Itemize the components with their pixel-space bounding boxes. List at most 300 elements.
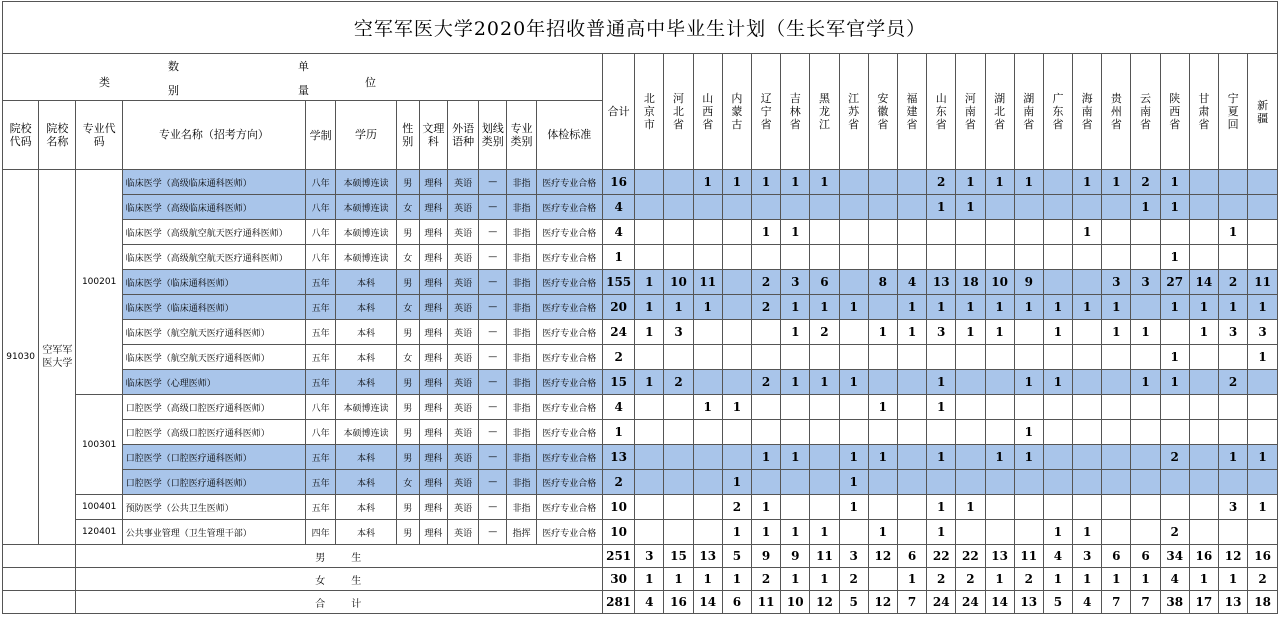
duration-cell: 五年 [306,345,336,370]
row-total-cell: 2 [603,345,635,370]
province-count-cell [664,420,693,445]
summary-province-cell: 10 [781,591,810,614]
summary-province-cell [868,568,897,591]
language-cell: 英语 [448,520,479,545]
province-count-cell: 1 [1160,295,1189,320]
province-count-cell [868,295,897,320]
province-count-cell: 1 [956,195,985,220]
summary-province-cell: 15 [664,545,693,568]
province-count-cell: 1 [1160,345,1189,370]
province-count-cell [810,220,839,245]
province-header: 陕西省 [1160,54,1189,170]
table-row [3,320,1278,345]
province-count-cell: 11 [1248,270,1278,295]
province-count-cell [985,220,1014,245]
province-count-cell [1014,245,1043,270]
major-name-cell: 公共事业管理（卫生管理干部） [122,520,305,545]
summary-blank-cell [3,568,76,591]
province-count-cell: 27 [1160,270,1189,295]
degree-cell: 本硕博连读 [336,220,396,245]
major-type-cell: 指挥 [507,520,536,545]
province-count-cell [1248,170,1278,195]
summary-province-cell: 16 [1248,545,1278,568]
subject-cell: 理科 [419,270,447,295]
province-count-cell: 1 [927,495,956,520]
table-row [3,395,1278,420]
line-type-cell: — [479,320,507,345]
province-count-cell [897,170,926,195]
degree-cell: 本科 [336,470,396,495]
major-type-cell: 非指 [507,445,536,470]
province-count-cell: 1 [781,520,810,545]
summary-province-cell: 1 [1073,568,1102,591]
language-header: 外语语种 [448,101,479,170]
province-count-cell: 1 [781,320,810,345]
province-count-cell: 1 [1160,170,1189,195]
summary-province-cell: 1 [693,568,722,591]
language-cell: 英语 [448,420,479,445]
province-count-cell [985,345,1014,370]
summary-province-cell: 1 [722,568,751,591]
gender-cell: 男 [396,420,419,445]
physical-standard-cell: 医疗专业合格 [536,320,602,345]
summary-province-cell: 14 [693,591,722,614]
province-count-cell: 1 [897,320,926,345]
province-count-cell [1014,495,1043,520]
province-count-cell [985,470,1014,495]
province-count-cell: 1 [752,170,781,195]
province-count-cell [693,420,722,445]
province-count-cell [897,470,926,495]
summary-total-cell: 281 [603,591,635,614]
duration-cell: 五年 [306,470,336,495]
summary-province-cell: 5 [839,591,868,614]
physical-standard-cell: 医疗专业合格 [536,270,602,295]
province-count-cell [1160,470,1189,495]
province-count-cell [1131,520,1160,545]
summary-province-cell: 1 [1219,568,1248,591]
summary-province-cell: 1 [1189,568,1218,591]
physical-standard-cell: 医疗专业合格 [536,445,602,470]
subject-cell: 理科 [419,295,447,320]
degree-cell: 本科 [336,295,396,320]
province-count-cell [1073,370,1102,395]
summary-province-cell: 3 [1073,545,1102,568]
province-count-cell [635,520,664,545]
school-code-cell: 91030 [3,170,39,545]
province-header: 山东省 [927,54,956,170]
language-cell: 英语 [448,495,479,520]
province-count-cell [1219,245,1248,270]
major-type-cell: 非指 [507,245,536,270]
province-count-cell: 1 [635,270,664,295]
gender-cell: 男 [396,395,419,420]
major-type-cell: 非指 [507,495,536,520]
province-count-cell [1189,420,1218,445]
province-count-cell [635,445,664,470]
major-name-cell: 临床医学（临床通科医师） [122,270,305,295]
summary-province-cell: 38 [1160,591,1189,614]
summary-province-cell: 1 [897,568,926,591]
gender-header: 性别 [396,101,419,170]
school-code-header: 院校代码 [3,101,39,170]
summary-label-cell: 男 生 [76,545,603,568]
province-count-cell [635,345,664,370]
province-count-cell [1014,470,1043,495]
province-count-cell [693,495,722,520]
province-count-cell: 1 [810,520,839,545]
duration-cell: 八年 [306,170,336,195]
province-count-cell [722,295,751,320]
degree-cell: 本硕博连读 [336,420,396,445]
province-count-cell: 1 [1043,295,1072,320]
row-total-cell: 10 [603,520,635,545]
province-count-cell [635,245,664,270]
major-type-cell: 非指 [507,320,536,345]
summary-province-cell: 11 [1014,545,1043,568]
row-total-cell: 16 [603,170,635,195]
province-count-cell [1073,495,1102,520]
province-count-cell [752,470,781,495]
province-count-cell [1102,220,1131,245]
summary-province-cell: 5 [1043,591,1072,614]
physical-standard-header: 体检标准 [536,101,602,170]
province-count-cell [1189,245,1218,270]
table-row [3,270,1278,295]
province-count-cell [839,320,868,345]
province-count-cell: 1 [1073,520,1102,545]
province-count-cell: 13 [927,270,956,295]
row-total-cell: 20 [603,295,635,320]
subject-cell: 理科 [419,470,447,495]
province-count-cell [897,220,926,245]
summary-province-cell: 1 [664,568,693,591]
degree-cell: 本科 [336,520,396,545]
province-count-cell [1014,320,1043,345]
province-header: 贵州省 [1102,54,1131,170]
province-count-cell [664,470,693,495]
major-code-header: 专业代码 [76,101,122,170]
province-count-cell: 1 [810,295,839,320]
degree-cell: 本硕博连读 [336,170,396,195]
category-quantity-unit-header [3,54,603,101]
summary-province-cell: 6 [1131,545,1160,568]
province-header: 安徽省 [868,54,897,170]
row-total-cell: 4 [603,395,635,420]
province-count-cell [839,220,868,245]
province-count-cell [1102,420,1131,445]
province-count-cell [985,245,1014,270]
province-count-cell: 1 [839,495,868,520]
province-count-cell: 1 [722,395,751,420]
province-count-cell [693,195,722,220]
row-total-cell: 155 [603,270,635,295]
table-row [3,345,1278,370]
province-count-cell [781,395,810,420]
physical-standard-cell: 医疗专业合格 [536,245,602,270]
province-count-cell: 1 [927,445,956,470]
row-total-cell: 24 [603,320,635,345]
province-count-cell [635,395,664,420]
summary-province-cell: 11 [810,545,839,568]
province-count-cell [1131,470,1160,495]
province-count-cell [635,470,664,495]
province-count-cell: 1 [1102,295,1131,320]
summary-province-cell: 1 [1043,568,1072,591]
province-count-cell [693,370,722,395]
summary-province-cell: 18 [1248,591,1278,614]
province-header: 湖北省 [985,54,1014,170]
language-cell: 英语 [448,170,479,195]
province-count-cell: 1 [722,170,751,195]
province-count-cell: 8 [868,270,897,295]
summary-province-cell: 2 [1248,568,1278,591]
province-count-cell: 1 [781,445,810,470]
province-count-cell [1014,345,1043,370]
province-count-cell [1014,395,1043,420]
province-count-cell [635,420,664,445]
language-cell: 英语 [448,195,479,220]
province-count-cell [1073,345,1102,370]
subject-cell: 理科 [419,445,447,470]
physical-standard-cell: 医疗专业合格 [536,395,602,420]
province-count-cell [693,345,722,370]
degree-cell: 本硕博连读 [336,395,396,420]
line-type-cell: — [479,270,507,295]
province-count-cell [693,445,722,470]
province-count-cell [664,195,693,220]
province-count-cell [956,395,985,420]
summary-province-cell: 3 [635,545,664,568]
duration-cell: 五年 [306,320,336,345]
province-count-cell [635,495,664,520]
language-cell: 英语 [448,395,479,420]
summary-province-cell: 2 [752,568,781,591]
language-cell: 英语 [448,345,479,370]
province-count-cell: 9 [1014,270,1043,295]
province-count-cell [1043,495,1072,520]
province-header: 河北省 [664,54,693,170]
summary-province-cell: 4 [1160,568,1189,591]
province-count-cell [752,420,781,445]
summary-province-cell: 7 [1131,591,1160,614]
summary-row [3,545,1278,568]
province-count-cell [927,220,956,245]
province-count-cell [722,420,751,445]
province-count-cell [897,495,926,520]
province-count-cell [810,420,839,445]
province-header: 新疆 [1248,54,1278,170]
province-count-cell [839,195,868,220]
province-count-cell: 1 [635,320,664,345]
summary-province-cell: 4 [1043,545,1072,568]
province-count-cell [1219,395,1248,420]
province-count-cell: 1 [752,445,781,470]
province-count-cell [693,320,722,345]
province-count-cell: 1 [985,445,1014,470]
total-header: 合计 [603,54,635,170]
summary-province-cell: 13 [1014,591,1043,614]
province-count-cell [839,345,868,370]
major-code-cell: 120401 [76,520,122,545]
summary-province-cell: 24 [956,591,985,614]
province-count-cell: 1 [956,495,985,520]
province-count-cell [635,220,664,245]
province-count-cell: 1 [1014,295,1043,320]
language-cell: 英语 [448,295,479,320]
province-count-cell [1189,395,1218,420]
province-header: 吉林省 [781,54,810,170]
diag-char-liang: 量 [298,84,309,97]
degree-cell: 本科 [336,320,396,345]
province-count-cell: 1 [956,170,985,195]
summary-province-cell: 9 [752,545,781,568]
province-count-cell [781,345,810,370]
degree-cell: 本硕博连读 [336,195,396,220]
province-count-cell: 1 [985,295,1014,320]
province-count-cell [1131,295,1160,320]
province-header: 广东省 [1043,54,1072,170]
summary-province-cell: 24 [927,591,956,614]
province-count-cell [985,495,1014,520]
province-count-cell: 1 [781,370,810,395]
province-count-cell: 1 [693,295,722,320]
province-count-cell: 1 [897,295,926,320]
province-count-cell: 1 [664,295,693,320]
province-count-cell: 1 [927,370,956,395]
province-count-cell [839,395,868,420]
major-code-cell: 100401 [76,495,122,520]
duration-cell: 五年 [306,295,336,320]
province-count-cell [635,170,664,195]
major-name-header: 专业名称（招考方向） [122,101,305,170]
province-count-cell: 2 [1131,170,1160,195]
language-cell: 英语 [448,370,479,395]
province-count-cell [927,245,956,270]
subject-cell: 理科 [419,195,447,220]
duration-cell: 八年 [306,395,336,420]
line-type-cell: — [479,170,507,195]
summary-province-cell: 13 [693,545,722,568]
province-count-cell [664,345,693,370]
province-count-cell [1219,520,1248,545]
subject-cell: 理科 [419,245,447,270]
province-count-cell [1073,320,1102,345]
province-count-cell: 1 [868,445,897,470]
gender-cell: 男 [396,495,419,520]
row-total-cell: 1 [603,245,635,270]
province-count-cell: 1 [781,295,810,320]
province-count-cell [1073,245,1102,270]
duration-header: 学制 [306,101,336,170]
major-name-cell: 临床医学（高级临床通科医师） [122,170,305,195]
province-count-cell: 1 [1219,220,1248,245]
diag-char-dan: 单 [298,60,309,73]
major-name-cell: 口腔医学（口腔医疗通科医师） [122,445,305,470]
gender-cell: 女 [396,470,419,495]
major-name-cell: 预防医学（公共卫生医师） [122,495,305,520]
line-type-cell: — [479,195,507,220]
province-count-cell [722,320,751,345]
province-count-cell: 2 [1160,445,1189,470]
province-count-cell [810,345,839,370]
province-count-cell: 1 [956,295,985,320]
physical-standard-cell: 医疗专业合格 [536,170,602,195]
province-count-cell [693,520,722,545]
duration-cell: 五年 [306,495,336,520]
province-count-cell: 2 [752,370,781,395]
table-row [3,520,1278,545]
province-count-cell [1248,470,1278,495]
province-count-cell: 1 [1131,320,1160,345]
table-row [3,370,1278,395]
line-type-cell: — [479,245,507,270]
major-name-cell: 口腔医学（高级口腔医疗通科医师） [122,395,305,420]
province-count-cell [1043,220,1072,245]
gender-cell: 女 [396,245,419,270]
table-row [3,245,1278,270]
province-count-cell [1073,445,1102,470]
province-header: 云南省 [1131,54,1160,170]
province-count-cell: 11 [693,270,722,295]
duration-cell: 八年 [306,220,336,245]
summary-province-cell: 1 [985,568,1014,591]
province-count-cell [752,195,781,220]
province-count-cell: 1 [752,220,781,245]
province-count-cell [810,495,839,520]
province-count-cell [1189,220,1218,245]
province-count-cell [1131,495,1160,520]
province-count-cell [985,420,1014,445]
province-count-cell [897,445,926,470]
province-count-cell [664,170,693,195]
table-row [3,420,1278,445]
table-row [3,295,1278,320]
province-count-cell [1102,445,1131,470]
province-count-cell [722,445,751,470]
row-total-cell: 4 [603,195,635,220]
province-count-cell [722,370,751,395]
province-count-cell [1189,370,1218,395]
province-header: 山西省 [693,54,722,170]
summary-province-cell: 12 [868,545,897,568]
province-count-cell [1014,220,1043,245]
major-name-cell: 口腔医学（高级口腔医疗通科医师） [122,420,305,445]
gender-cell: 男 [396,170,419,195]
province-count-cell [781,245,810,270]
summary-row [3,568,1278,591]
province-count-cell: 2 [1219,370,1248,395]
province-count-cell: 3 [1131,270,1160,295]
province-count-cell [810,395,839,420]
province-count-cell [1219,170,1248,195]
physical-standard-cell: 医疗专业合格 [536,220,602,245]
language-cell: 英语 [448,245,479,270]
subject-cell: 理科 [419,370,447,395]
province-count-cell [664,520,693,545]
province-count-cell [1219,195,1248,220]
province-count-cell [1189,445,1218,470]
summary-province-cell: 16 [1189,545,1218,568]
province-count-cell [1131,245,1160,270]
province-count-cell: 1 [693,395,722,420]
province-count-cell: 1 [956,320,985,345]
summary-total-cell: 251 [603,545,635,568]
summary-province-cell: 22 [927,545,956,568]
province-count-cell [1102,495,1131,520]
physical-standard-cell: 医疗专业合格 [536,345,602,370]
province-count-cell: 1 [927,195,956,220]
